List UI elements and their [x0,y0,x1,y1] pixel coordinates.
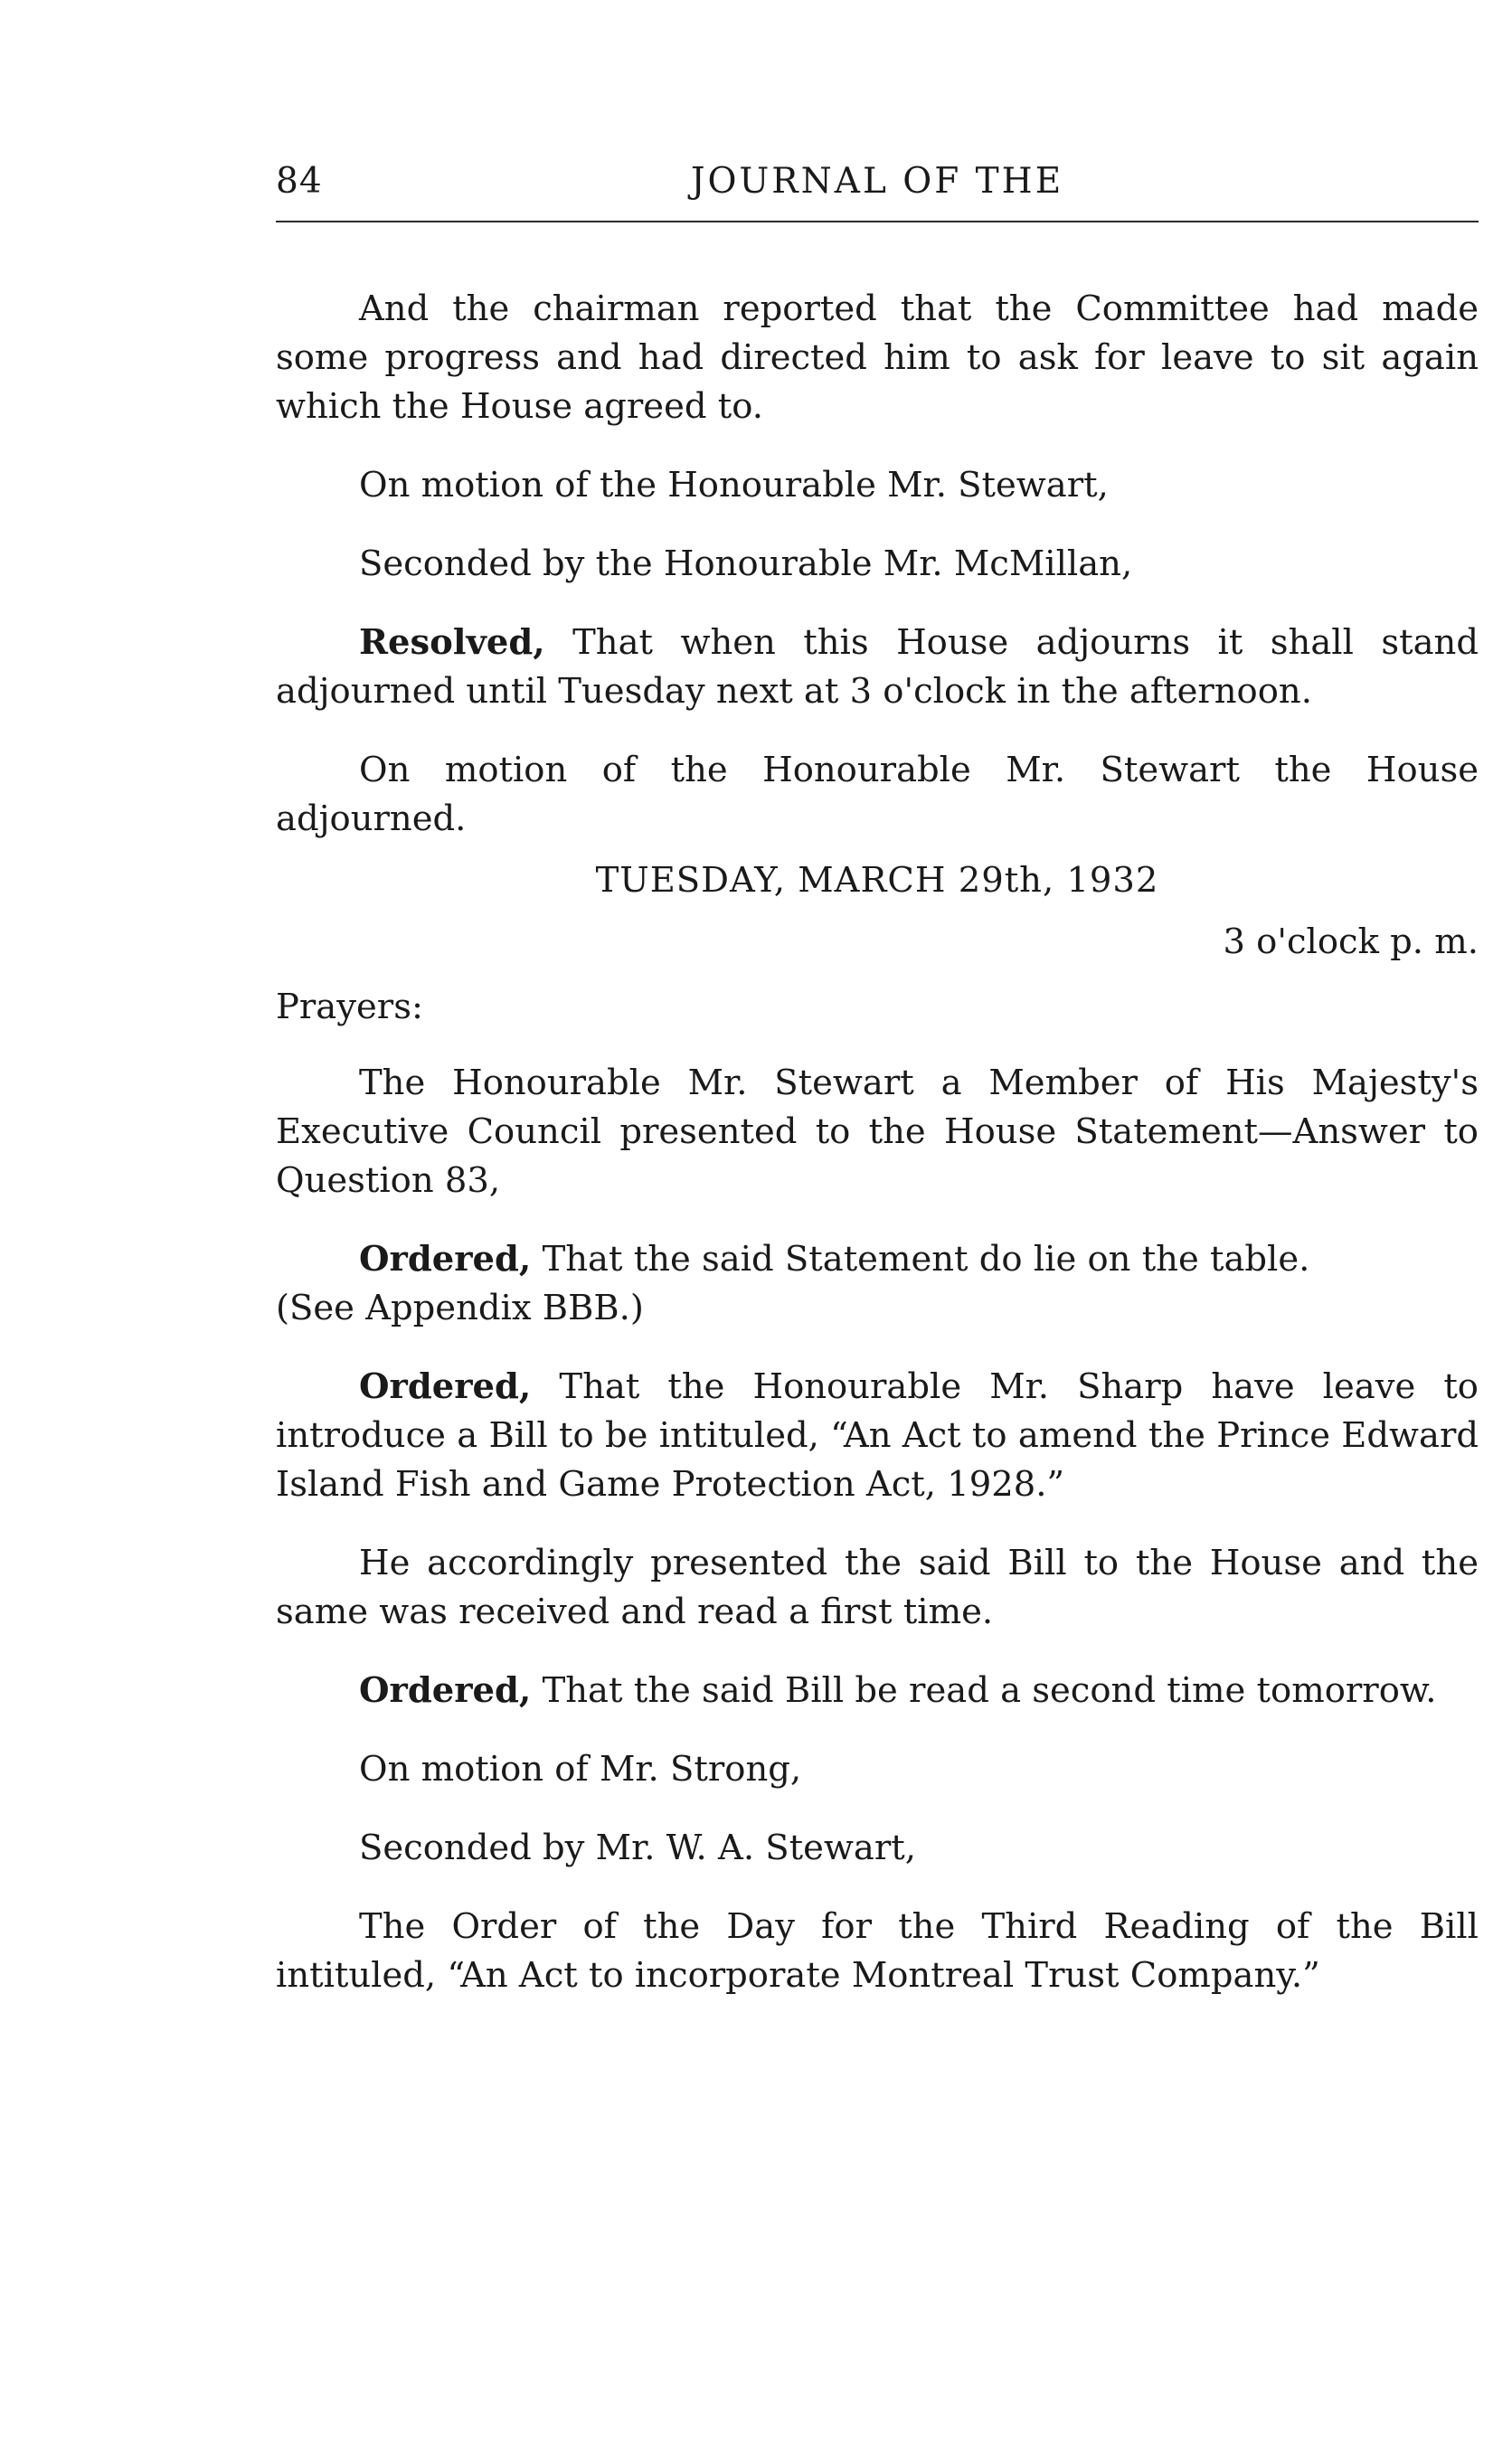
page-number: 84 [276,161,323,202]
sitting-time: 3 o'clock p. m. [1223,921,1479,962]
paragraph-ordered-statement [276,1235,1479,1284]
paragraph-resolved-adjourn [276,619,1479,716]
date-heading: TUESDAY, MARCH 29th, 1932 [595,860,1159,901]
paragraph-statement-presented: The Honourable Mr. Stewart a Member of His Majesty's Executive Council presented to the House Statement—Answer to Question 83, [276,1063,1479,1201]
ordered-label: Ordered, [359,1366,532,1407]
ordered-statement-text: That the said Statement do lie on the table. [531,1239,1310,1280]
paragraph-ordered-second-reading [276,1667,1479,1715]
ordered-bill-leave-text: That the Honourable Mr. Sharp have leave to introduce a Bill to be intituled, “An Act to amend the Prince Edward Island Fish and Game Protection Act, 1928.” [276,1366,1479,1505]
resolved-text: That when this House adjourns it shall stand adjourned until Tuesday next at 3 o'clock in the afternoon. [276,622,1479,712]
paragraph-ordered-bill-leave [276,1363,1479,1509]
ordered-label: Ordered, [359,1239,532,1280]
paragraph-bill-presented: He accordingly presented the said Bill to the House and the same was received and read a first time. [276,1543,1479,1632]
paragraph-seconded-wa-stewart: Seconded by Mr. W. A. Stewart, [359,1828,916,1868]
paragraph-third-reading: The Order of the Day for the Third Reading of the Bill intituled, “An Act to incorporate Montreal Trust Company.” [276,1906,1479,1996]
prayers-label: Prayers: [276,987,423,1027]
paragraph-motion-strong: On motion of Mr. Strong, [359,1749,802,1790]
ordered-label: Ordered, [359,1670,532,1711]
ordered-second-reading-text: That the said Bill be read a second time tomorrow. [531,1670,1437,1711]
appendix-reference: (See Appendix BBB.) [276,1288,644,1328]
header-rule [276,221,1479,222]
paragraph-motion-stewart: On motion of the Honourable Mr. Stewart, [359,465,1109,505]
paragraph-house-adjourned: On motion of the Honourable Mr. Stewart the House adjourned. [276,750,1479,839]
running-head: JOURNAL OF THE [690,161,1064,202]
paragraph-committee-report: And the chairman reported that the Committee had made some progress and had directed him to ask for leave to sit again which the House agreed to. [276,288,1479,427]
paragraph-seconded-mcmillan: Seconded by the Honourable Mr. McMillan, [359,543,1133,584]
resolved-label: Resolved, [359,622,545,663]
journal-body [276,285,1479,2030]
page-header [276,161,1479,215]
